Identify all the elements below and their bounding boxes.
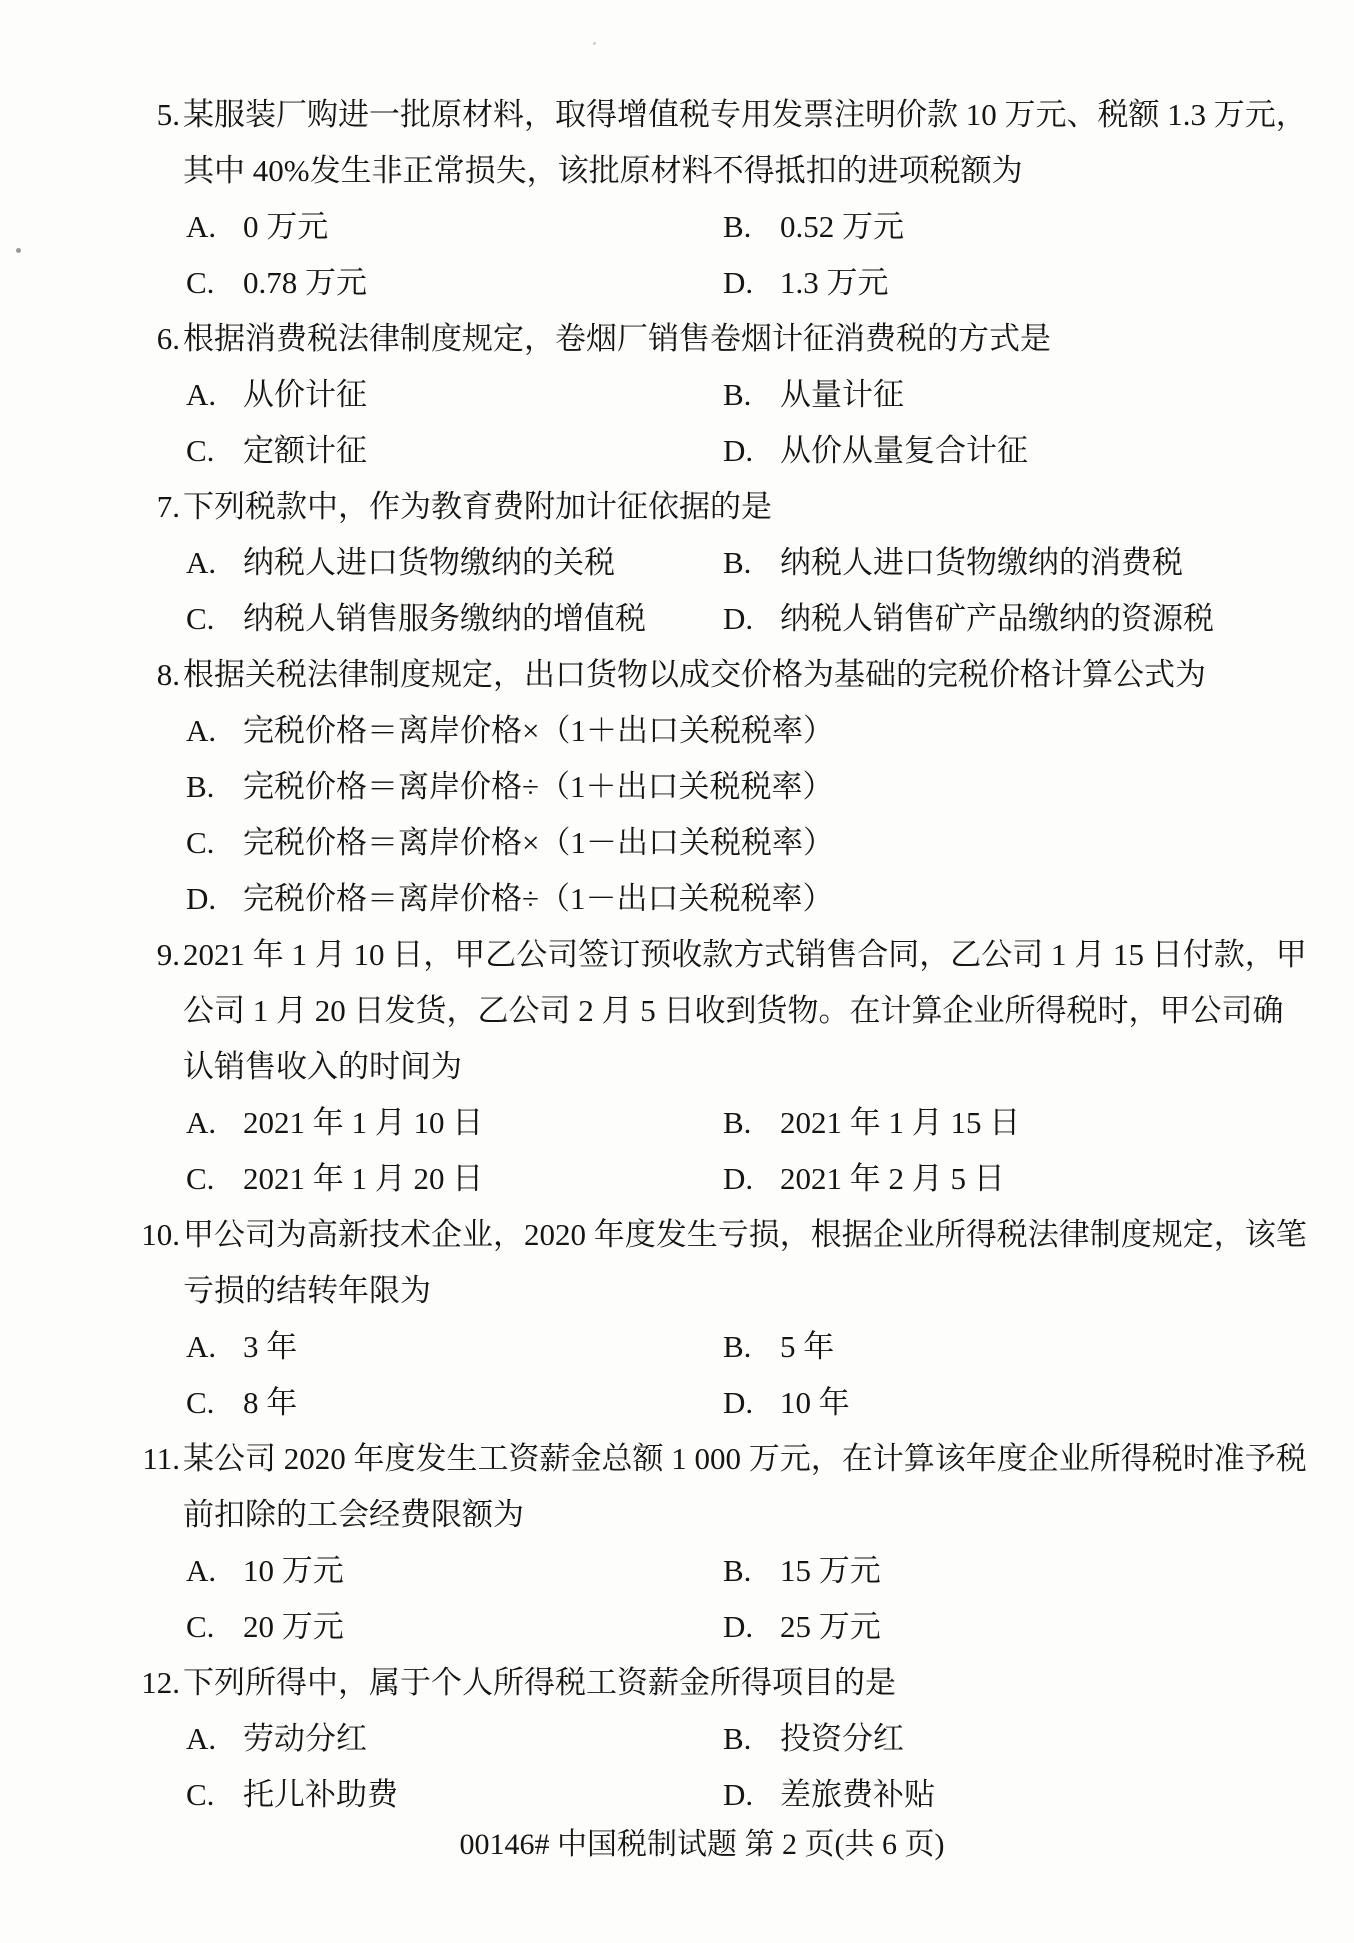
question-text: 亏损的结转年限为 (183, 1273, 431, 1308)
option (186, 1319, 297, 1375)
option-text: 差旅费补贴 (780, 1777, 935, 1812)
option (186, 703, 834, 759)
option-text: 25 万元 (780, 1609, 881, 1644)
option-label: D. (723, 1609, 754, 1644)
option-label: C. (186, 1609, 215, 1644)
options-row (0, 1543, 1354, 1599)
option-label: D. (186, 881, 217, 916)
options-row (0, 1095, 1354, 1151)
question-line (0, 647, 1354, 703)
question-line (0, 1431, 1354, 1487)
option (723, 1767, 935, 1823)
question-line (0, 1263, 1354, 1319)
question-text: 下列税款中，作为教育费附加计征依据的是 (183, 489, 772, 524)
option-label: B. (723, 1105, 752, 1140)
option (186, 1711, 367, 1767)
option-text: 3 年 (243, 1329, 298, 1364)
question-line (0, 143, 1354, 199)
option (723, 1375, 850, 1431)
options-row (0, 759, 1354, 815)
option (186, 423, 367, 479)
question-line (0, 1655, 1354, 1711)
question-line (0, 927, 1354, 983)
options-row (0, 815, 1354, 871)
options-row (0, 1319, 1354, 1375)
option (186, 199, 328, 255)
option-text: 纳税人进口货物缴纳的消费税 (780, 545, 1183, 580)
option-text: 纳税人销售服务缴纳的增值税 (243, 601, 646, 636)
option-label: D. (723, 1385, 754, 1420)
option (186, 1599, 344, 1655)
option-label: A. (186, 209, 217, 244)
question-number: 10. (141, 1217, 180, 1252)
option-text: 从价从量复合计征 (780, 433, 1028, 468)
option-label: A. (186, 1721, 217, 1756)
options-row (0, 1767, 1354, 1823)
option-text: 托儿补助费 (243, 1777, 398, 1812)
question-number: 8. (156, 657, 180, 692)
option (186, 871, 834, 927)
option-label: B. (723, 1553, 752, 1588)
option-label: C. (186, 601, 215, 636)
option (186, 815, 834, 871)
option (186, 1095, 483, 1151)
option-label: C. (186, 1161, 215, 1196)
question-text: 下列所得中，属于个人所得税工资薪金所得项目的是 (183, 1665, 896, 1700)
option (723, 1543, 881, 1599)
option-label: A. (186, 377, 217, 412)
option (723, 535, 1183, 591)
option (186, 1151, 483, 1207)
page-footer: 00146# 中国税制试题 第 2 页(共 6 页) (459, 1828, 945, 1861)
question-line (0, 479, 1354, 535)
options-row (0, 1599, 1354, 1655)
option (723, 1151, 1005, 1207)
option-text: 8 年 (243, 1385, 298, 1420)
question-line (0, 1039, 1354, 1095)
option-text: 2021 年 1 月 15 日 (780, 1105, 1021, 1140)
option-text: 5 年 (780, 1329, 835, 1364)
option-text: 完税价格＝离岸价格×（1－出口关税税率） (243, 825, 834, 860)
scan-artifact-dot (593, 42, 596, 45)
option-text: 从量计征 (780, 377, 904, 412)
option-label: B. (723, 545, 752, 580)
option-text: 20 万元 (243, 1609, 344, 1644)
options-row (0, 1151, 1354, 1207)
question-text: 认销售收入的时间为 (183, 1049, 462, 1084)
option-label: A. (186, 1329, 217, 1364)
option (723, 1711, 904, 1767)
option-label: D. (723, 433, 754, 468)
option-text: 从价计征 (243, 377, 367, 412)
option-text: 纳税人进口货物缴纳的关税 (243, 545, 615, 580)
option-label: B. (723, 1329, 752, 1364)
option-label: D. (723, 1161, 754, 1196)
option-text: 定额计征 (243, 433, 367, 468)
question-number: 12. (141, 1665, 180, 1700)
option-label: C. (186, 433, 215, 468)
question-text: 某服装厂购进一批原材料，取得增值税专用发票注明价款 10 万元、税额 1.3 万元， (183, 97, 1307, 132)
option-text: 纳税人销售矿产品缴纳的资源税 (780, 601, 1214, 636)
question-number: 5. (156, 97, 180, 132)
options-row (0, 423, 1354, 479)
option (186, 367, 367, 423)
option-label: B. (723, 377, 752, 412)
question-text: 公司 1 月 20 日发货，乙公司 2 月 5 日收到货物。在计算企业所得税时，甲公司确 (183, 993, 1284, 1028)
option-text: 15 万元 (780, 1553, 881, 1588)
question-line (0, 983, 1354, 1039)
option-text: 2021 年 1 月 10 日 (243, 1105, 484, 1140)
option (723, 199, 904, 255)
option-text: 完税价格＝离岸价格×（1＋出口关税税率） (243, 713, 834, 748)
options-row (0, 591, 1354, 647)
question-line (0, 311, 1354, 367)
question-line (0, 87, 1354, 143)
question-text: 根据关税法律制度规定，出口货物以成交价格为基础的完税价格计算公式为 (183, 657, 1206, 692)
option (723, 367, 904, 423)
option-text: 0.78 万元 (243, 265, 367, 300)
question-text: 某公司 2020 年度发生工资薪金总额 1 000 万元，在计算该年度企业所得税时准予税 (183, 1441, 1307, 1476)
option (186, 535, 615, 591)
option-text: 劳动分红 (243, 1721, 367, 1756)
option (723, 1095, 1020, 1151)
option-label: A. (186, 1553, 217, 1588)
option-label: D. (723, 601, 754, 636)
option-label: A. (186, 713, 217, 748)
option-label: C. (186, 265, 215, 300)
question-line (0, 1207, 1354, 1263)
option-text: 10 年 (780, 1385, 850, 1420)
option-label: B. (723, 209, 752, 244)
question-text: 前扣除的工会经费限额为 (183, 1497, 524, 1532)
options-row (0, 199, 1354, 255)
options-row (0, 1375, 1354, 1431)
options-row (0, 703, 1354, 759)
question-number: 7. (156, 489, 180, 524)
option-label: D. (723, 265, 754, 300)
options-row (0, 255, 1354, 311)
option (186, 1543, 344, 1599)
option (186, 255, 367, 311)
option (723, 1599, 881, 1655)
question-number: 11. (142, 1441, 180, 1476)
option (186, 759, 834, 815)
option-text: 投资分红 (780, 1721, 904, 1756)
option-label: C. (186, 1385, 215, 1420)
option-label: C. (186, 1777, 215, 1812)
option (186, 591, 646, 647)
option-text: 1.3 万元 (780, 265, 889, 300)
options-row (0, 535, 1354, 591)
option-text: 2021 年 1 月 20 日 (243, 1161, 484, 1196)
option-text: 0 万元 (243, 209, 329, 244)
option (723, 423, 1028, 479)
option (186, 1767, 398, 1823)
question-number: 6. (156, 321, 180, 356)
options-row (0, 367, 1354, 423)
option-text: 完税价格＝离岸价格÷（1＋出口关税税率） (243, 769, 834, 804)
question-text: 根据消费税法律制度规定，卷烟厂销售卷烟计征消费税的方式是 (183, 321, 1051, 356)
option-label: B. (723, 1721, 752, 1756)
options-row (0, 1711, 1354, 1767)
question-text: 2021 年 1 月 10 日，甲乙公司签订预收款方式销售合同，乙公司 1 月 15 日付款，甲 (183, 937, 1307, 972)
option-text: 2021 年 2 月 5 日 (780, 1161, 1005, 1196)
option-label: A. (186, 1105, 217, 1140)
question-text: 其中 40%发生非正常损失，该批原材料不得抵扣的进项税额为 (183, 153, 1023, 188)
option (723, 1319, 834, 1375)
question-line (0, 1487, 1354, 1543)
option-text: 完税价格＝离岸价格÷（1－出口关税税率） (243, 881, 834, 916)
option-label: C. (186, 825, 215, 860)
option-text: 10 万元 (243, 1553, 344, 1588)
option (723, 591, 1214, 647)
option-text: 0.52 万元 (780, 209, 904, 244)
option (186, 1375, 297, 1431)
question-text: 甲公司为高新技术企业，2020 年度发生亏损，根据企业所得税法律制度规定，该笔 (183, 1217, 1307, 1252)
option-label: A. (186, 545, 217, 580)
option-label: D. (723, 1777, 754, 1812)
option-label: B. (186, 769, 215, 804)
question-number: 9. (156, 937, 180, 972)
option (723, 255, 889, 311)
options-row (0, 871, 1354, 927)
